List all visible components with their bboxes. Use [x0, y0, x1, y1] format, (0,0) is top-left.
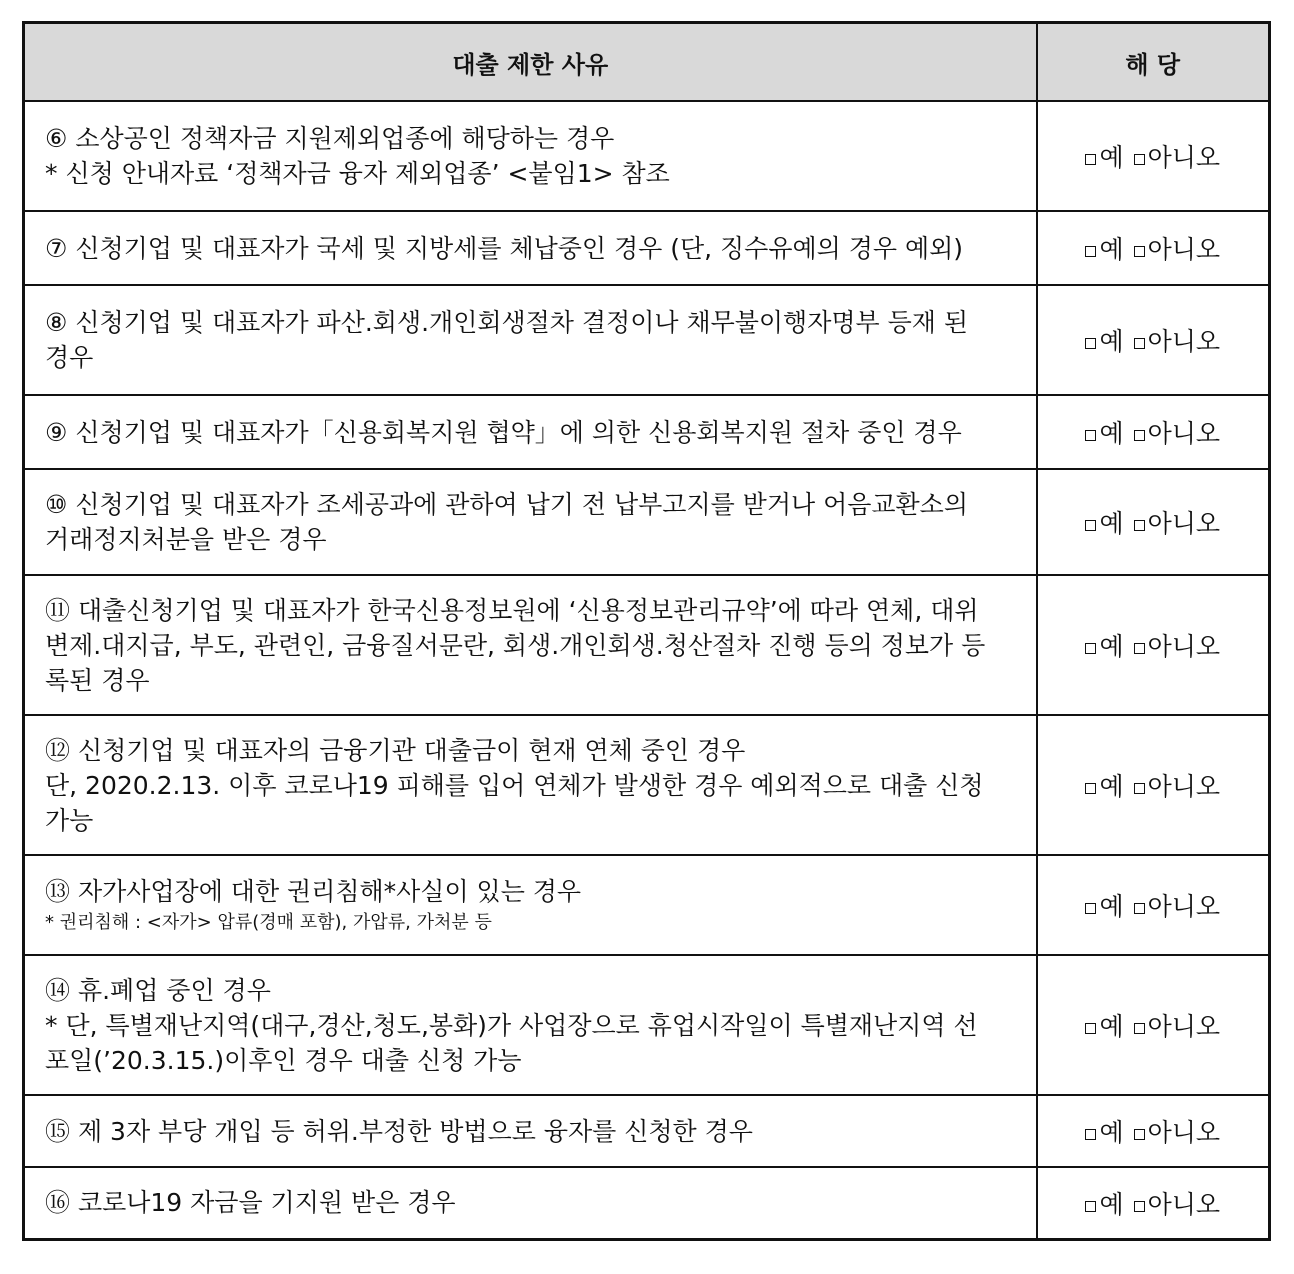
reason-line: ⑮ 제 3자 부당 개입 등 허위.부정한 방법으로 융자를 신청한 경우	[45, 1116, 753, 1146]
reason-line: 거래정지처분을 받은 경우	[45, 525, 327, 554]
checkbox-icon[interactable]	[1085, 338, 1096, 349]
yes-option[interactable]	[1085, 1113, 1123, 1149]
no-option-label: 아니오	[1147, 1012, 1221, 1041]
no-option[interactable]	[1134, 887, 1220, 923]
yes-option-label: 예	[1099, 1118, 1124, 1147]
reason-line: ⑫ 신청기업 및 대표자의 금융기관 대출금이 현재 연체 중인 경우	[45, 735, 746, 765]
no-option-label: 아니오	[1147, 1189, 1221, 1219]
no-option-label: 아니오	[1147, 772, 1221, 801]
table-row	[24, 469, 1270, 575]
reason-cell	[24, 285, 1037, 395]
table-row	[24, 285, 1270, 395]
yes-option-label: 예	[1099, 632, 1124, 661]
checkbox-icon[interactable]	[1085, 520, 1096, 531]
yes-option[interactable]	[1085, 1185, 1123, 1221]
reason-cell	[24, 395, 1037, 469]
header-applicable: 해 당	[1037, 23, 1270, 102]
reason-line: 가능	[45, 805, 94, 835]
reason-cell	[24, 575, 1037, 715]
no-option-label: 아니오	[1147, 892, 1221, 921]
applicable-cell	[1037, 469, 1270, 575]
reason-line: 경우	[45, 343, 94, 372]
checkbox-icon[interactable]	[1085, 903, 1096, 914]
yes-option[interactable]	[1085, 887, 1123, 923]
yes-option-label: 예	[1099, 235, 1124, 264]
yes-option[interactable]	[1085, 504, 1123, 540]
reason-line: 변제.대지급, 부도, 관련인, 금융질서문란, 회생.개인회생.청산절차 진행 등의 정보가 등	[45, 630, 986, 660]
reason-cell	[24, 855, 1037, 955]
checkbox-icon[interactable]	[1085, 430, 1096, 441]
no-option[interactable]	[1134, 1113, 1220, 1149]
yes-option[interactable]	[1085, 322, 1123, 358]
table-row	[24, 715, 1270, 855]
applicable-cell	[1037, 101, 1270, 211]
reason-line: ⑧ 신청기업 및 대표자가 파산.회생.개인회생절차 결정이나 채무불이행자명부 등재 된	[45, 308, 968, 337]
reason-line: * 신청 안내자료 ‘정책자금 융자 제외업종’ <붙임1> 참조	[45, 159, 670, 188]
checkbox-icon[interactable]	[1134, 1129, 1145, 1140]
yes-option-label: 예	[1099, 327, 1124, 356]
checkbox-icon[interactable]	[1134, 783, 1145, 794]
table-row	[24, 855, 1270, 955]
reason-line: ⑭ 휴.폐업 중인 경우	[45, 975, 271, 1005]
checkbox-icon[interactable]	[1134, 430, 1145, 441]
reason-cell	[24, 715, 1037, 855]
table-row	[24, 211, 1270, 285]
no-option[interactable]	[1134, 504, 1220, 540]
reason-line: 록된 경우	[45, 665, 150, 695]
reason-line: * 단, 특별재난지역(대구,경산,청도,봉화)가 사업장으로 휴업시작일이 특별재난지역 선	[45, 1010, 978, 1040]
checkbox-icon[interactable]	[1085, 1023, 1096, 1034]
checkbox-icon[interactable]	[1085, 246, 1096, 257]
yes-option[interactable]	[1085, 767, 1123, 803]
checkbox-icon[interactable]	[1134, 520, 1145, 531]
no-option-label: 아니오	[1147, 419, 1221, 448]
reason-line: 포일(’20.3.15.)이후인 경우 대출 신청 가능	[45, 1045, 522, 1075]
no-option-label: 아니오	[1147, 1118, 1221, 1147]
yes-option[interactable]	[1085, 1007, 1123, 1043]
header-reason: 대출 제한 사유	[24, 23, 1037, 102]
reason-cell	[24, 1167, 1037, 1239]
table-row	[24, 575, 1270, 715]
applicable-cell	[1037, 1167, 1270, 1239]
reason-note-line: * 권리침해 : <자가> 압류(경매 포함), 가압류, 가처분 등	[45, 911, 492, 933]
yes-option[interactable]	[1085, 627, 1123, 663]
no-option[interactable]	[1134, 767, 1220, 803]
no-option[interactable]	[1134, 1007, 1220, 1043]
yes-option-label: 예	[1099, 1012, 1124, 1041]
no-option-label: 아니오	[1147, 143, 1221, 172]
reason-cell	[24, 1095, 1037, 1167]
reason-line: ⑨ 신청기업 및 대표자가「신용회복지원 협약」에 의한 신용회복지원 절차 중인 경우	[45, 417, 962, 447]
reason-cell	[24, 101, 1037, 211]
reason-cell	[24, 469, 1037, 575]
checkbox-icon[interactable]	[1085, 1129, 1096, 1140]
checkbox-icon[interactable]	[1134, 338, 1145, 349]
table-row	[24, 395, 1270, 469]
no-option[interactable]	[1134, 322, 1220, 358]
checkbox-icon[interactable]	[1134, 1023, 1145, 1034]
no-option-label: 아니오	[1147, 327, 1221, 356]
no-option[interactable]	[1134, 230, 1220, 266]
yes-option[interactable]	[1085, 230, 1123, 266]
no-option-label: 아니오	[1147, 632, 1221, 661]
yes-option[interactable]	[1085, 414, 1123, 450]
applicable-cell	[1037, 855, 1270, 955]
reason-line: ⑬ 자가사업장에 대한 권리침해*사실이 있는 경우	[45, 876, 582, 906]
yes-option-label: 예	[1099, 509, 1124, 538]
applicable-cell	[1037, 575, 1270, 715]
no-option[interactable]	[1134, 414, 1220, 450]
no-option-label: 아니오	[1147, 235, 1221, 264]
table-row	[24, 955, 1270, 1095]
checkbox-icon[interactable]	[1134, 643, 1145, 654]
checkbox-icon[interactable]	[1085, 154, 1096, 165]
table-body	[24, 101, 1270, 1239]
applicable-cell	[1037, 285, 1270, 395]
yes-option-label: 예	[1099, 1189, 1124, 1219]
reason-line: ⑯ 코로나19 자금을 기지원 받은 경우	[45, 1188, 456, 1218]
checkbox-icon[interactable]	[1134, 903, 1145, 914]
yes-option-label: 예	[1099, 772, 1124, 801]
checkbox-icon[interactable]	[1085, 643, 1096, 654]
reason-line: ⑪ 대출신청기업 및 대표자가 한국신용정보원에 ‘신용정보관리규약’에 따라 연체, 대위	[45, 595, 979, 625]
yes-option-label: 예	[1099, 143, 1124, 172]
no-option[interactable]	[1134, 1185, 1220, 1221]
table-row	[24, 101, 1270, 211]
applicable-cell	[1037, 955, 1270, 1095]
table-row	[24, 1095, 1270, 1167]
checkbox-icon[interactable]	[1085, 783, 1096, 794]
reason-cell	[24, 211, 1037, 285]
checkbox-icon[interactable]	[1134, 154, 1145, 165]
reason-line: ⑩ 신청기업 및 대표자가 조세공과에 관하여 납기 전 납부고지를 받거나 어음교환소의	[45, 490, 968, 519]
reason-line: ⑦ 신청기업 및 대표자가 국세 및 지방세를 체납중인 경우 (단, 징수유예의 경우 예외)	[45, 233, 964, 263]
table-row	[24, 1167, 1270, 1239]
applicable-cell	[1037, 395, 1270, 469]
yes-option-label: 예	[1099, 419, 1124, 448]
reason-cell	[24, 955, 1037, 1095]
reason-line: ⑥ 소상공인 정책자금 지원제외업종에 해당하는 경우	[45, 124, 615, 153]
no-option[interactable]	[1134, 627, 1220, 663]
yes-option-label: 예	[1099, 892, 1124, 921]
applicable-cell	[1037, 1095, 1270, 1167]
yes-option[interactable]	[1085, 138, 1123, 174]
no-option-label: 아니오	[1147, 509, 1221, 538]
applicable-cell	[1037, 715, 1270, 855]
reason-line: 단, 2020.2.13. 이후 코로나19 피해를 입어 연체가 발생한 경우 예외적으로 대출 신청	[45, 770, 984, 800]
checkbox-icon[interactable]	[1134, 1201, 1145, 1212]
checkbox-icon[interactable]	[1085, 1201, 1096, 1212]
no-option[interactable]	[1134, 138, 1220, 174]
applicable-cell	[1037, 211, 1270, 285]
loan-restriction-table	[22, 21, 1271, 1241]
checkbox-icon[interactable]	[1134, 246, 1145, 257]
table-header-row	[24, 23, 1270, 102]
